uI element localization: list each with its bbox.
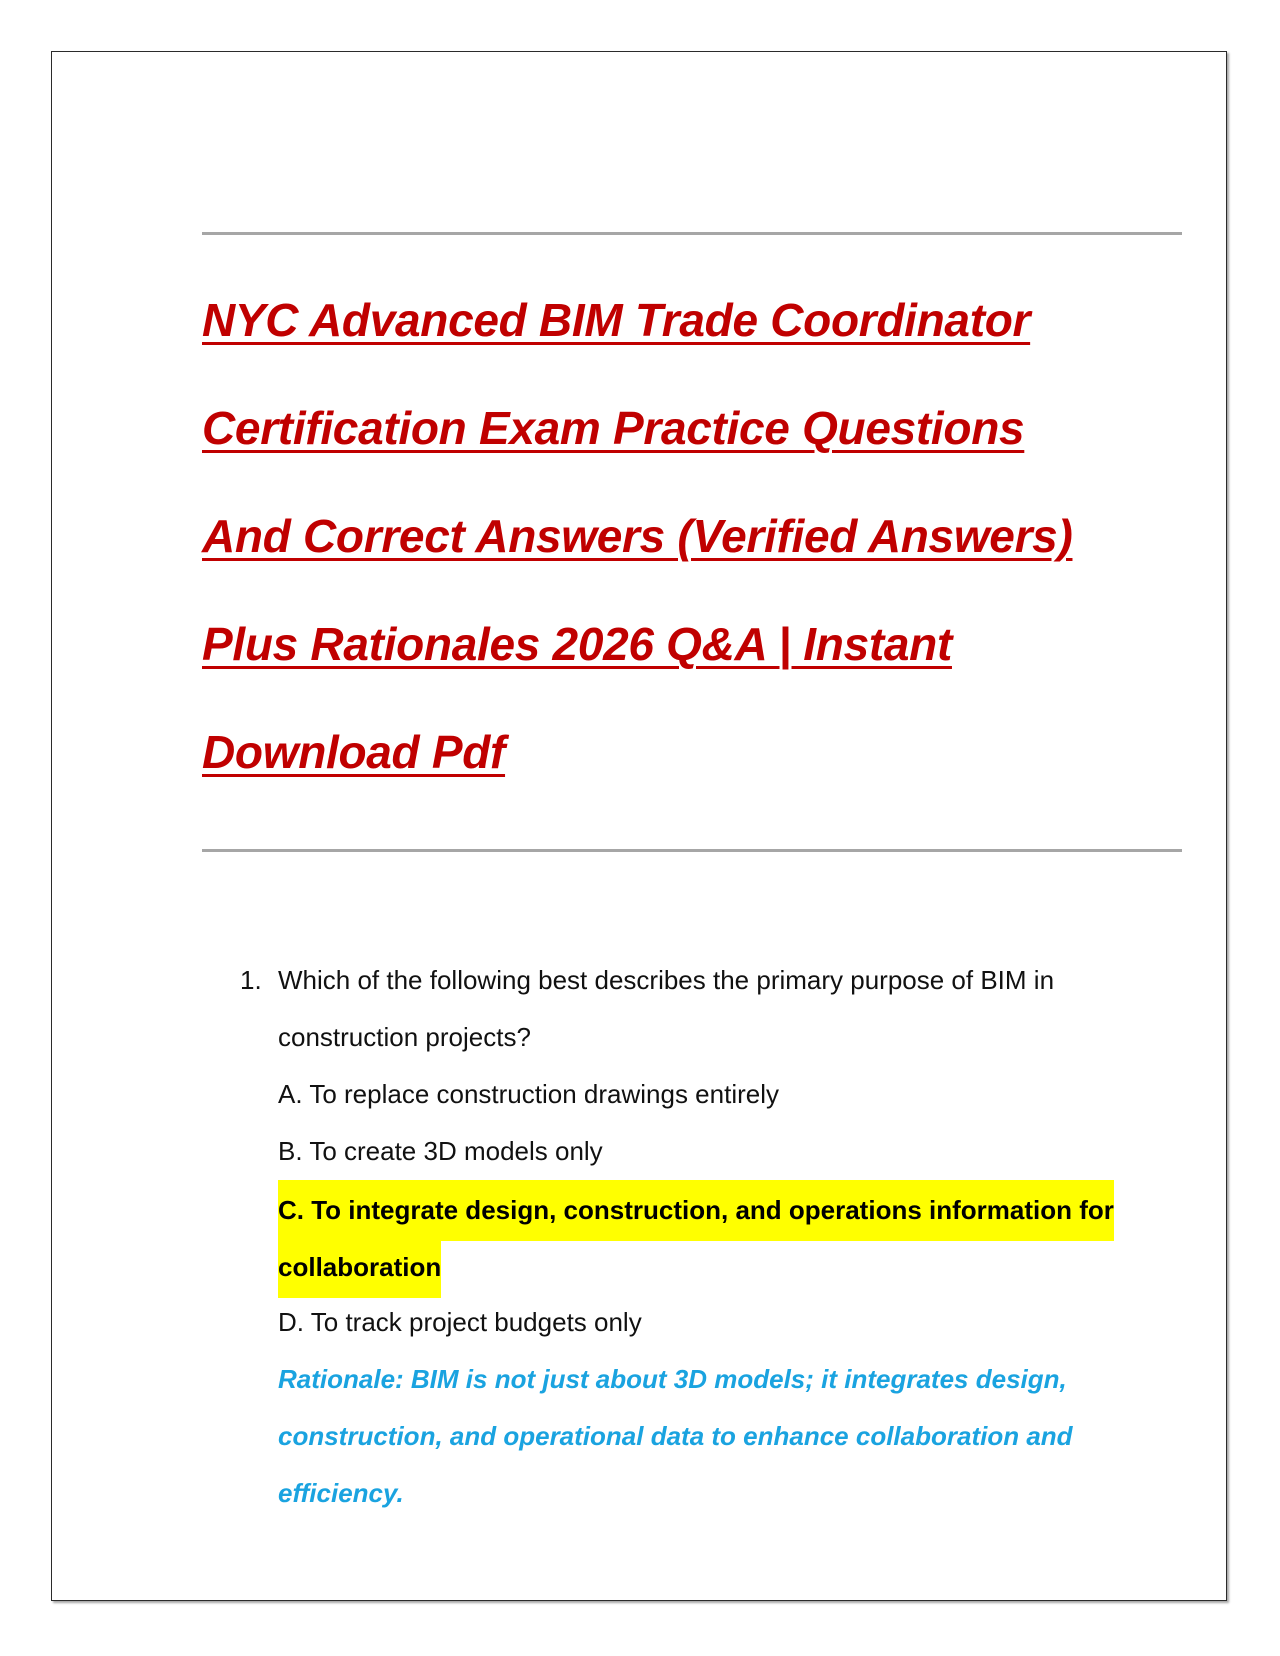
title-line-3: And Correct Answers (Verified Answers) (202, 510, 1073, 562)
question-1 (240, 952, 1180, 1522)
option-a-text: A. To replace construction drawings entirely (278, 1079, 779, 1109)
document-title (202, 266, 1202, 806)
rationale-line-2 (240, 1408, 1180, 1465)
option-d (240, 1294, 1180, 1351)
title-line-1: NYC Advanced BIM Trade Coordinator (202, 294, 1031, 346)
title-line-5: Download Pdf (202, 726, 506, 778)
question-text-line-1: Which of the following best describes the primary purpose of BIM in (278, 965, 1055, 995)
correct-answer-highlight-line-1: C. To integrate design, construction, and operations information for (278, 1180, 1114, 1241)
question-stem-line-2 (240, 1009, 1180, 1066)
title-line-2: Certification Exam Practice Questions (202, 402, 1025, 454)
question-number: 1. (240, 965, 262, 995)
title-line-4: Plus Rationales 2026 Q&A | Instant (202, 618, 952, 670)
bottom-divider (202, 849, 1182, 852)
option-c-line-1 (240, 1180, 1180, 1237)
rationale-text-3: efficiency. (278, 1478, 404, 1508)
option-c-line-2 (240, 1237, 1180, 1294)
option-a (240, 1066, 1180, 1123)
option-d-text: D. To track project budgets only (278, 1307, 642, 1337)
rationale-text-1: Rationale: BIM is not just about 3D models; it integrates design, (278, 1364, 1067, 1394)
rationale-line-3 (240, 1465, 1180, 1522)
page (51, 51, 1227, 1601)
option-b-text: B. To create 3D models only (278, 1136, 603, 1166)
top-divider (202, 232, 1182, 235)
question-text-line-2: construction projects? (278, 1022, 531, 1052)
rationale-text-2: construction, and operational data to enhance collaboration and (278, 1421, 1073, 1451)
correct-answer-highlight-line-2: collaboration (278, 1237, 441, 1298)
option-b (240, 1123, 1180, 1180)
rationale-line-1 (240, 1351, 1180, 1408)
question-stem-line-1 (240, 952, 1180, 1009)
